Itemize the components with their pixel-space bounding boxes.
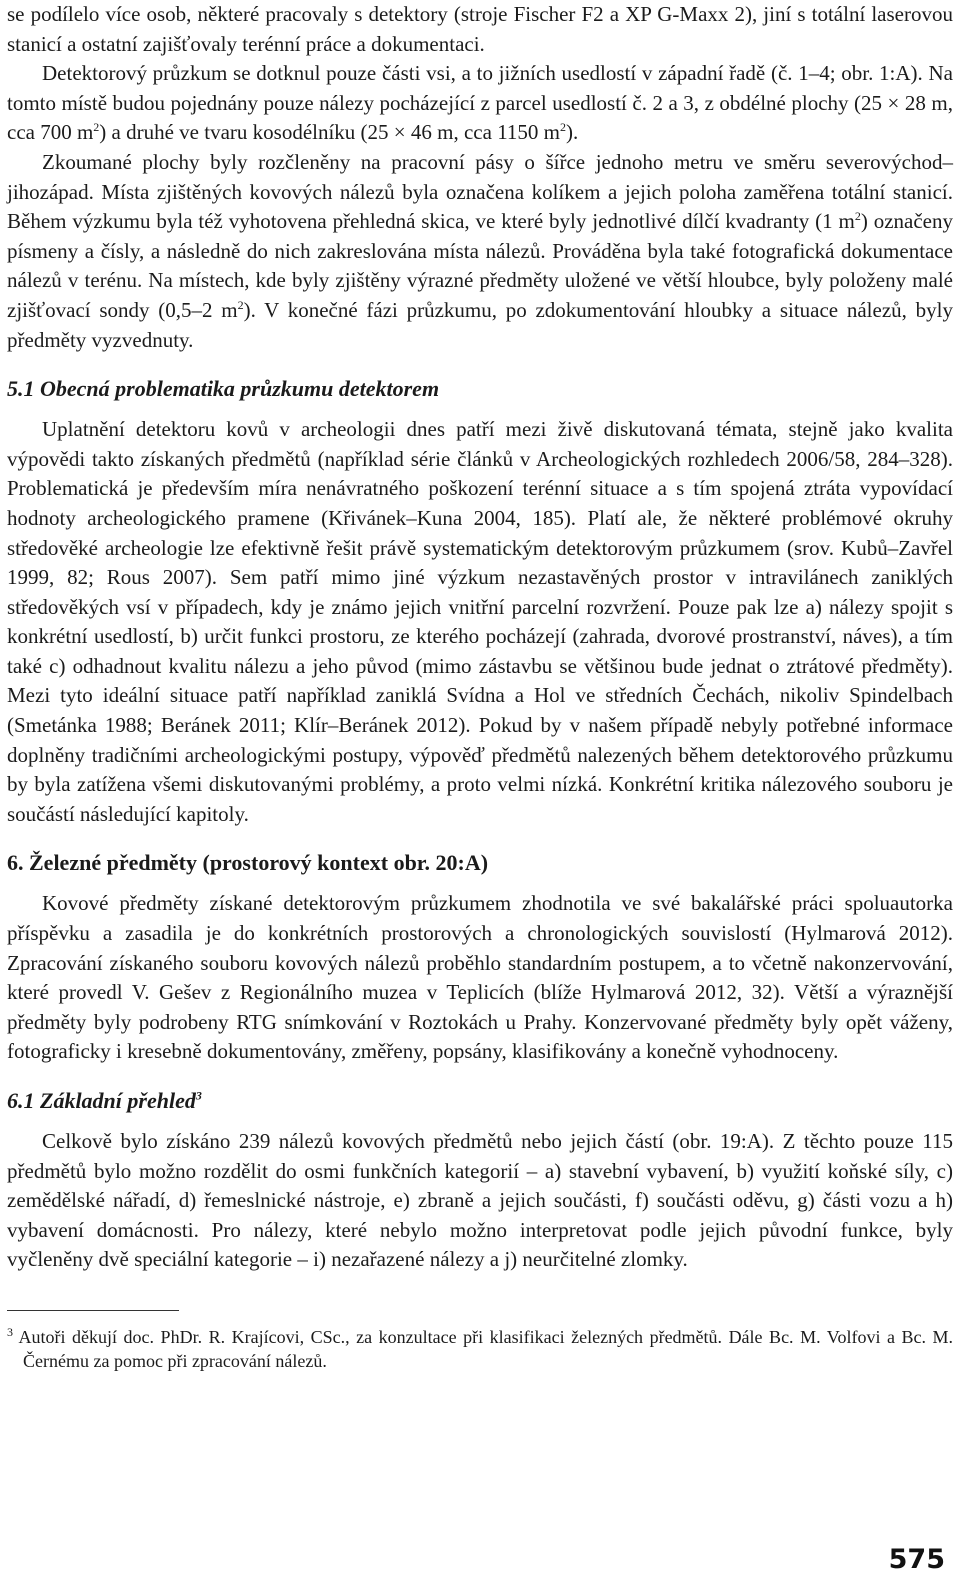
paragraph-detector-survey: Detektorový průzkum se dotknul pouze části vsi, a to jižních usedlostí v západní řadě (č. 1–4; obr. 1:A). Na tomto místě budou pojednány pouze nálezy pocházející z parcel usedlostí č. 2 a 3, z obdélné plochy (25 × 28 m, cca 700 $m^2$) a druhé ve tvaru kosodélníku (25 × 46 m, cca 1150 $m^2$). xyxy=(7,61,953,145)
superscript-2: 2 xyxy=(237,297,244,312)
paragraph-iron-objects: Kovové předměty získané detektorovým průzkumem zhodnotila ve své bakalářské práci spoluautorka příspěvku a zasadila je do konkrétních prostorových a chronologických souvislostí (Hylmarová 2012). Zpracování získaného souboru kovových nálezů proběhlo standardním postupem, a to včetně nakonzervování, které provedl V. Gešev z Regionálního muzea v Teplicích (blíže Hylmarová 2012, 32). Větší a výraznější předměty byly podrobeny RTG snímkování v Roztokách u Prahy. Konzervované předměty byly opět váženy, fotograficky i kresebně dokumentovány, změřeny, popsány, klasifikovány a konečně vyhodnoceny. xyxy=(7,891,953,1064)
footnote-number: 3 xyxy=(7,1324,13,1339)
paragraph-intro: se podílelo více osob, některé pracovaly s detektory (stroje Fischer F2 a XP G-Maxx 2), jiní s totální laserovou stanicí a ostatní zajišťovaly terénní práce a dokumentaci. xyxy=(7,2,953,56)
page-body xyxy=(7,0,953,1373)
paragraph-methods: Zkoumané plochy byly rozčleněny na pracovní pásy o šířce jednoho metru ve směru severovýchod–jihozápad. Místa zjištěných kovových nálezů byla označena kolíkem a jejich poloha zaměřena totální stanicí. Během výzkumu byla též vyhotovena přehledná skica, ve které byly jednotlivé dílčí kvadranty (1 $m^2$) označeny písmeny a čísly, a následně do nich zakreslována místa nálezů. Prováděna byla také fotografická dokumentace nálezů v terénu. Na místech, kde byly zjištěny výrazné předměty uložené ve větší hloubce, byly položeny malé zjišťovací sondy (0,5–2 $m^2$). V konečné fázi průzkumu, po zdokumentování hloubky a situace nálezů, byly předměty vyzvednuty. xyxy=(7,149,953,352)
superscript-2: 2 xyxy=(560,120,566,135)
paragraph-overview: Celkově bylo získáno 239 nálezů kovových předmětů nebo jejich částí (obr. 19:A). Z těchto pouze 115 předmětů bylo možno rozdělit do osmi funkčních kategorií – a) stavební vybavení, b) využití koňské síly, c) zemědělské nářadí, d) řemeslnické nástroje, e) zbraně a jejich součásti, f) součásti oděvu, g) části vozu a h) vybavení domácnosti. Pro nálezy, které nebylo možno interpretovat podle jejich původní funkce, byly vyčleněny dvě speciální kategorie – i) nezařazené nálezy a j) neurčitelné zlomky. xyxy=(7,1129,953,1272)
superscript-2: 2 xyxy=(854,209,861,224)
footnote-3: $^3$ Autoři děkují doc. PhDr. R. Krajícovi, CSc., za konzultace při klasifikaci železných předmětů. Dále Bc. M. Volfovi a Bc. M. Černému za pomoc při zpracování nálezů. xyxy=(7,1324,953,1371)
paragraph-detector-problems: Uplatnění detektoru kovů v archeologii dnes patří mezi živě diskutovaná témata, stejně jako kvalita výpovědi takto získaných předmětů (například série článků v Archeologických rozhledech 2006/58, 284–328). Problematická je především míra nenávratného poškození terénní situace a s tím spojená ztráta vypovídací hodnoty archeologického pramene (Křivánek–Kuna 2004, 185). Platí ale, že některé problémové okruhy středověké archeologie lze efektivně řešit právě systematickým detektorovým průzkumem (srov. Kubů–Zavřel 1999, 82; Rous 2007). Sem patří mimo jiné výzkum nezastavěných prostor v intravilánech zaniklých středověkých vsí v případech, kdy je známo jejich vnitřní parcelní rozvržení. Pouze pak lze a) nálezy spojit s konkrétní usedlostí, b) určit funkci prostoru, ze kterého pocházejí (zahrada, dvorové prostranství, náves), a tím také c) odhadnout kvalitu nálezu a jeho původ (mimo zástavbu se většinou bude jednat o ztrátové předměty). Mezi tyto ideální situace patří například zaniklá Svídna a Hol ve středních Čechách, nikoliv Spindelbach (Smetánka 1988; Beránek 2011; Klír–Beránek 2012). Pokud by v našem případě nebyly potřebné informace doplněny tradičními archeologickými postupy, výpověď předmětů nalezených během detektorového průzkumu by byla zatížena všemi diskutovanými problémy, a proto velmi nízká. Konkrétní kritika nálezového souboru je součástí následující kapitoly. xyxy=(7,417,953,826)
heading-6: 6. Železné předměty (prostorový kontext obr. 20:A) xyxy=(7,850,489,876)
footnote-divider xyxy=(7,1310,179,1311)
footnote-ref-3[interactable]: 3 xyxy=(195,1088,202,1103)
page-number: 575 xyxy=(888,1544,945,1575)
heading-6-1: 6.1 Základní přehled$^3$ xyxy=(7,1088,202,1113)
superscript-2: 2 xyxy=(93,120,100,135)
heading-5-1: 5.1 Obecná problematika průzkumu detektorem xyxy=(7,376,440,402)
